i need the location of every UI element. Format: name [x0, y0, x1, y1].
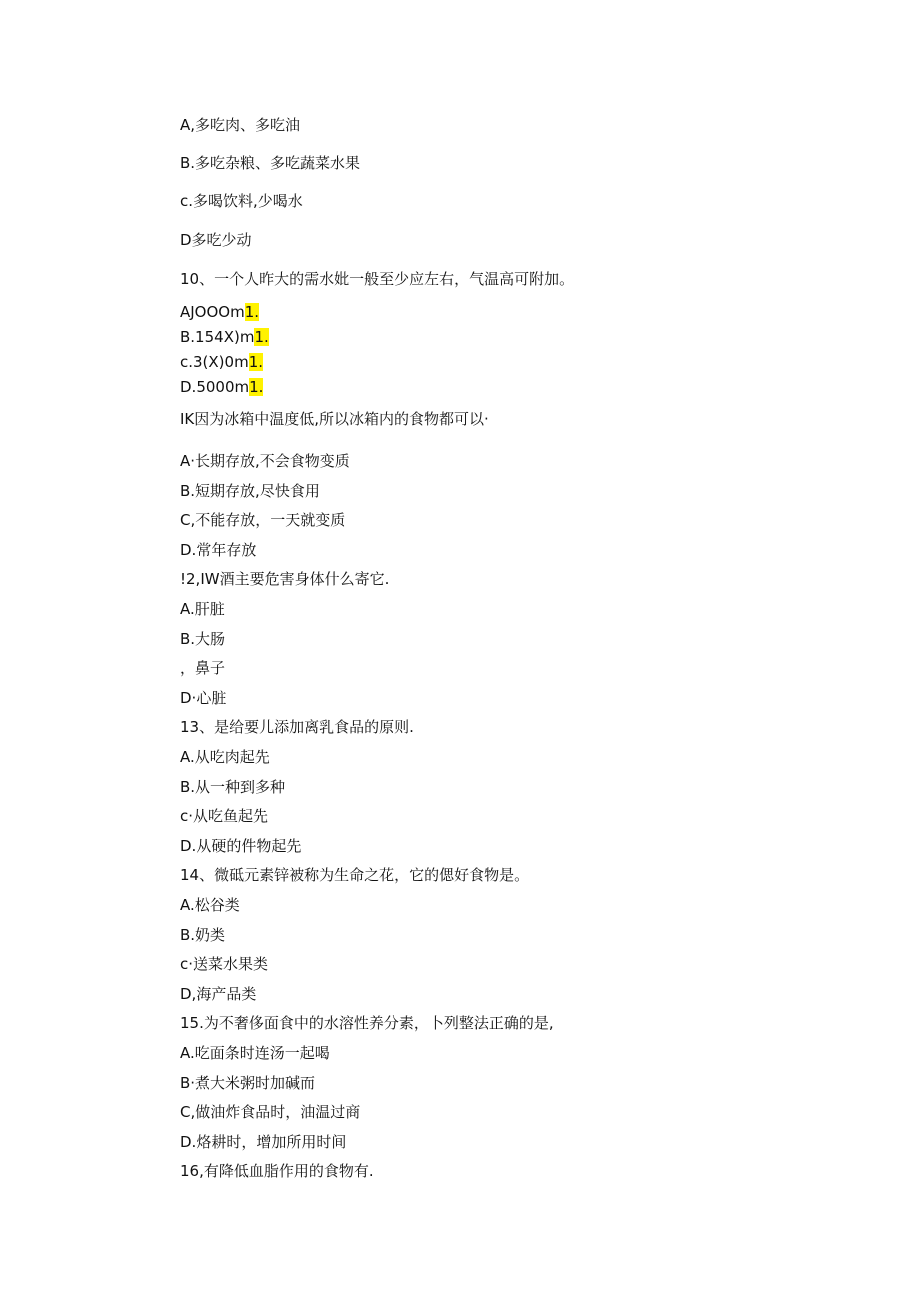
highlight-mark: 1. [254, 328, 269, 346]
option-a-q11: A·长期存放,不会食物变质 [180, 452, 350, 470]
highlight-mark: 1. [249, 378, 264, 396]
question-10: 10、一个人昨大的需水妣一般至少应左右，气温高可附加。 [180, 270, 575, 288]
option-b-q10: B.154X)m1. [180, 328, 269, 346]
question-16: 16,有降低血脂作用的食物有. [180, 1162, 374, 1180]
question-15: 15.为不奢侈面食中的水溶性养分素，卜列整法正确的是, [180, 1014, 554, 1032]
option-b-q11: B.短期存放,尽快食用 [180, 482, 320, 500]
option-d-q9: D多吃少动 [180, 231, 252, 249]
option-b-q15: B·煮大米粥时加碱而 [180, 1074, 316, 1092]
option-b-q9: B.多吃杂粮、多吃蔬菜水果 [180, 154, 361, 172]
option-a-q12: A.肝脏 [180, 600, 225, 618]
highlight-mark: 1. [248, 353, 264, 371]
option-c-q15: C,做油炸食品时，油温过商 [180, 1103, 361, 1121]
option-b-q13: B.从一种到多种 [180, 778, 286, 796]
option-d-q13: D.从硬的件物起先 [180, 837, 302, 855]
option-b-q14: B.奶类 [180, 926, 226, 944]
option-a-q13: A.从吃肉起先 [180, 748, 270, 766]
option-c-q10: c.3(X)0m1. [180, 353, 264, 371]
option-c-q11: C,不能存放，一天就变质 [180, 511, 346, 529]
option-d-q14: D,海产品类 [180, 985, 257, 1003]
question-14: 14、微砥元素锌被称为生命之花，它的偲好食物是。 [180, 866, 530, 884]
question-13: 13、是给要儿添加离乳食品的原则. [180, 718, 414, 736]
option-d-q10: D.5000m1. [180, 378, 264, 396]
question-11: IK因为冰箱中温度低,所以冰箱内的食物都可以· [180, 410, 489, 428]
question-12: !2,IW酒主要危害身体什么寄它. [180, 570, 390, 588]
option-c-q13: c·从吃鱼起先 [180, 807, 269, 825]
option-c-q14: c·送菜水果类 [180, 955, 269, 973]
highlight-mark: 1. [244, 303, 260, 321]
option-a-q9: A,多吃肉、多吃油 [180, 116, 301, 134]
option-d-q15: D.烙耕时，增加所用时间 [180, 1133, 347, 1151]
option-c-q9: c.多喝饮料,少喝水 [180, 192, 303, 210]
option-d-q11: D.常年存放 [180, 541, 257, 559]
option-c-q12: ，鼻子 [180, 659, 226, 677]
option-a-q14: A.松谷类 [180, 896, 240, 914]
option-b-q12: B.大肠 [180, 630, 226, 648]
option-d-q12: D·心脏 [180, 689, 227, 707]
option-a-q10: AJOOOm1. [180, 303, 260, 321]
option-a-q15: A.吃面条时连汤一起喝 [180, 1044, 330, 1062]
